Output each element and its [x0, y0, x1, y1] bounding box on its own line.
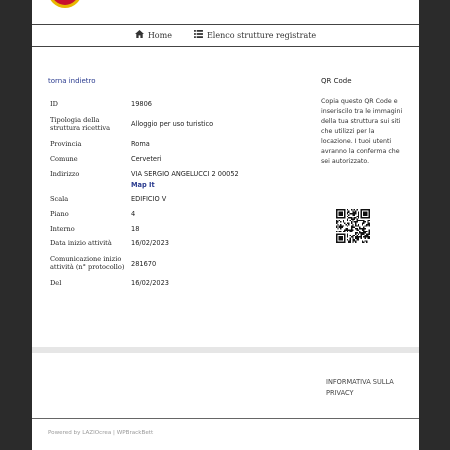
list-icon: [194, 30, 203, 40]
detail-label: Del: [50, 279, 62, 287]
detail-value: VIA SERGIO ANGELUCCI 2 00052: [131, 170, 239, 178]
home-icon: [135, 30, 144, 40]
qr-title: QR Code: [321, 77, 352, 85]
detail-label: Tipologia della struttura ricettiva: [50, 116, 111, 132]
detail-label: Comunicazione inizio attività (n° protocollo): [50, 255, 125, 271]
detail-value: Roma: [131, 140, 150, 148]
nav-bottom-border: [32, 46, 419, 47]
qr-code-image: [336, 209, 370, 243]
nav-list[interactable]: [194, 30, 316, 40]
detail-value: 281670: [131, 260, 157, 268]
nav-home-label: Home: [147, 30, 172, 40]
qr-description: Copia questo QR Code e inseriscilo tra le immagini della tua struttura sui siti che utilizzi per la locazione. I tuoi utenti avranno la conferma che sei autorizzato.: [321, 98, 403, 165]
nav-list-label: Elenco strutture registrate: [206, 30, 317, 40]
detail-label: Piano: [50, 210, 69, 218]
section-divider: [32, 347, 419, 353]
detail-value: Alloggio per uso turistico: [131, 120, 214, 128]
detail-label: Scala: [50, 195, 69, 203]
detail-value: 4: [131, 210, 136, 218]
nav-home[interactable]: [135, 30, 172, 40]
main-nav: [32, 24, 419, 46]
detail-label: Comune: [50, 155, 78, 163]
detail-value: 16/02/2023: [131, 279, 170, 287]
detail-label: Interno: [50, 225, 75, 233]
detail-label: Data inizio attività: [50, 239, 112, 247]
detail-value: EDIFICIO V: [131, 195, 167, 203]
detail-value: 16/02/2023: [131, 239, 170, 247]
map-it-link[interactable]: Map It: [131, 181, 155, 189]
detail-value: 19806: [131, 100, 152, 108]
detail-label: Indirizzo: [50, 170, 80, 178]
detail-value: 18: [131, 225, 140, 233]
page: [32, 0, 419, 450]
detail-label: ID: [50, 100, 58, 108]
detail-label: Provincia: [50, 140, 82, 148]
region-logo[interactable]: [48, 0, 82, 8]
detail-value: Cerveteri: [131, 155, 162, 163]
privacy-link[interactable]: INFORMATIVA SULLA PRIVACY: [326, 378, 394, 397]
footer-border: [32, 418, 419, 419]
back-link[interactable]: torna indietro: [48, 77, 96, 85]
powered-by: Powered by LAZIOcrea | WPBrackBett: [48, 430, 154, 436]
